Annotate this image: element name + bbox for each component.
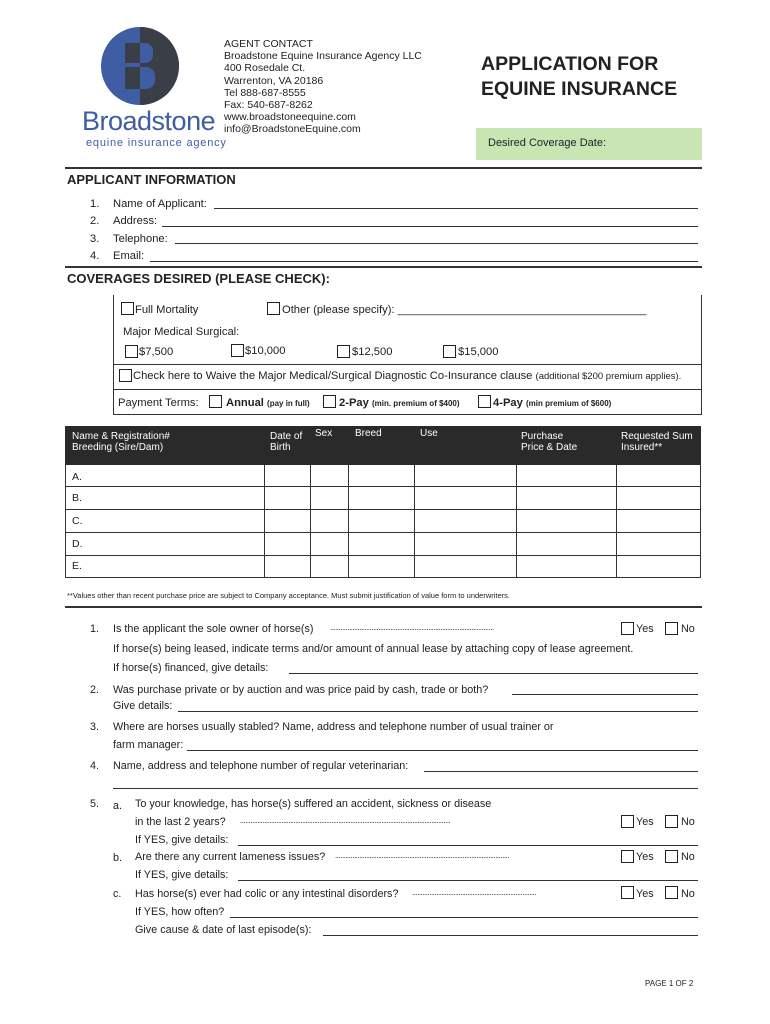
divider xyxy=(65,606,702,608)
q4-input-line2[interactable] xyxy=(113,788,698,789)
col-price-line1: Purchase xyxy=(521,431,564,442)
annual-text: Annual xyxy=(226,397,264,409)
divider xyxy=(65,266,702,268)
amount-7500-checkbox[interactable] xyxy=(125,345,138,358)
q2-details-label: Give details: xyxy=(113,700,173,712)
q3-input[interactable] xyxy=(187,750,698,751)
amount-15000-checkbox[interactable] xyxy=(443,345,456,358)
q4-input[interactable] xyxy=(424,771,698,772)
q5a-letter: a. xyxy=(113,800,123,812)
four-pay-note: (min premium of $600) xyxy=(525,399,612,408)
col-name xyxy=(72,431,170,453)
col-sum xyxy=(621,431,693,453)
amount-7500-label: $7,500 xyxy=(139,346,174,358)
waive-checkbox[interactable] xyxy=(119,369,132,382)
col-dob xyxy=(270,431,302,453)
q5c-no-label: No xyxy=(681,888,695,900)
q5c-yes-checkbox[interactable] xyxy=(621,886,634,899)
applicant-heading: APPLICANT INFORMATION xyxy=(67,172,236,187)
q5c-cause-label: Give cause & date of last episode(s): xyxy=(135,924,312,936)
q1-financed-input[interactable] xyxy=(289,673,698,674)
q5a-no-checkbox[interactable] xyxy=(665,815,678,828)
four-pay-checkbox[interactable] xyxy=(478,395,491,408)
two-pay-text: 2-Pay xyxy=(339,397,369,409)
col-price xyxy=(521,431,577,453)
other-coverage-checkbox[interactable] xyxy=(267,302,280,315)
col-price-line2: Price & Date xyxy=(521,442,578,453)
q4-text: Name, address and telephone number of regular veterinarian: xyxy=(113,760,409,772)
q1-num: 1. xyxy=(90,623,100,635)
q1-yes-label: Yes xyxy=(636,623,654,635)
q5b-no-label: No xyxy=(681,851,695,863)
q3-text: Where are horses usually stabled? Name, address and telephone number of usual trainer or xyxy=(113,721,554,733)
q5c-dots: ........................................................................ xyxy=(412,888,537,897)
applicant-num-2: 2. xyxy=(90,215,100,227)
q5a-text: To your knowledge, has horse(s) suffered an accident, sickness or disease xyxy=(135,798,492,810)
other-coverage-label: Other (please specify): ________________________________________ xyxy=(282,304,647,316)
q5b-no-checkbox[interactable] xyxy=(665,850,678,863)
q5c-cause-input[interactable] xyxy=(323,935,698,936)
two-pay-note: (min. premium of $400) xyxy=(371,399,460,408)
col-use: Use xyxy=(420,428,438,439)
logo-name: Broadstone xyxy=(82,106,216,136)
table-row-d: D. xyxy=(72,538,83,550)
coverages-frame-right xyxy=(701,295,702,415)
applicant-num-3: 3. xyxy=(90,233,100,245)
q2-num: 2. xyxy=(90,684,100,696)
applicant-telephone-input[interactable] xyxy=(175,243,698,244)
amount-10000-label: $10,000 xyxy=(245,345,286,357)
contact-web[interactable]: www.broadstoneequine.com xyxy=(224,111,356,124)
col-sum-line2: Insured** xyxy=(621,442,663,453)
table-row-e: E. xyxy=(72,560,82,572)
q5a-last-2-years: in the last 2 years? xyxy=(135,816,226,828)
q1-no-label: No xyxy=(681,623,695,635)
q5b-text: Are there any current lameness issues? xyxy=(135,851,326,863)
q5b-yes-label: Yes xyxy=(636,851,654,863)
q5a-ifyes-label: If YES, give details: xyxy=(135,834,229,846)
logo-tagline: equine insurance agency xyxy=(86,137,227,149)
divider xyxy=(113,389,701,390)
annual-label xyxy=(226,397,310,409)
four-pay-label xyxy=(493,397,611,409)
q5b-details-input[interactable] xyxy=(238,880,698,881)
q5b-letter: b. xyxy=(113,852,123,864)
amount-10000-checkbox[interactable] xyxy=(231,344,244,357)
two-pay-checkbox[interactable] xyxy=(323,395,336,408)
q2-details-input[interactable] xyxy=(178,711,698,712)
q5b-yes-checkbox[interactable] xyxy=(621,850,634,863)
applicant-name-input[interactable] xyxy=(214,208,698,209)
amount-15000-label: $15,000 xyxy=(458,346,499,358)
contact-tel: Tel 888-687-8555 xyxy=(224,86,306,99)
q5c-ifyes-label: If YES, how often? xyxy=(135,906,225,918)
waive-main-text: Check here to Waive the Major Medical/Surgical Diagnostic Co-Insurance clause xyxy=(133,370,533,382)
q2-input[interactable] xyxy=(512,694,698,695)
q4-num: 4. xyxy=(90,760,100,772)
table-footnote: **Values other than recent purchase price are subject to Company acceptance. Must submit justification of value form to underwriters. xyxy=(67,591,510,600)
waive-label xyxy=(133,370,681,382)
q1-lease-text: If horse(s) being leased, indicate terms and/or amount of annual lease by attaching copy of lease agreement. xyxy=(113,643,634,655)
coverages-frame-bottom xyxy=(113,414,701,415)
four-pay-text: 4-Pay xyxy=(493,397,523,409)
annual-checkbox[interactable] xyxy=(209,395,222,408)
q5c-letter: c. xyxy=(113,888,122,900)
two-pay-label xyxy=(339,397,460,409)
col-name-line1: Name & Registration# xyxy=(72,431,170,442)
q5a-yes-checkbox[interactable] xyxy=(621,815,634,828)
horse-table-body xyxy=(65,465,701,578)
q3-farm-manager-label: farm manager: xyxy=(113,739,184,751)
logo-mark xyxy=(101,27,179,105)
title-line-1: APPLICATION FOR xyxy=(481,53,659,75)
page-title xyxy=(481,52,677,102)
amount-12500-checkbox[interactable] xyxy=(337,345,350,358)
contact-fax: Fax: 540-687-8262 xyxy=(224,99,313,112)
q5a-no-label: No xyxy=(681,816,695,828)
col-dob-line1: Date of xyxy=(270,431,303,442)
applicant-email-label: Email: xyxy=(113,250,145,262)
col-sex: Sex xyxy=(315,428,333,439)
table-row-c: C. xyxy=(72,515,83,527)
annual-note: (pay in full) xyxy=(267,399,310,408)
col-name-line2: Breeding (Sire/Dam) xyxy=(72,442,164,453)
page-number: PAGE 1 OF 2 xyxy=(645,979,694,988)
waive-note: (additional $200 premium applies). xyxy=(535,371,682,382)
q3-num: 3. xyxy=(90,721,100,733)
contact-street: 400 Rosedale Ct. xyxy=(224,62,306,75)
q1-no-checkbox[interactable] xyxy=(665,622,678,635)
q5a-details-input[interactable] xyxy=(238,845,698,846)
q1-yes-checkbox[interactable] xyxy=(621,622,634,635)
q2-text: Was purchase private or by auction and was price paid by cash, trade or both? xyxy=(113,684,489,696)
q5c-no-checkbox[interactable] xyxy=(665,886,678,899)
agent-contact xyxy=(224,38,422,136)
q5a-dots: .......................................................................................................................... xyxy=(240,816,451,825)
divider xyxy=(113,364,701,365)
contact-heading: AGENT CONTACT xyxy=(224,38,313,50)
applicant-email-input[interactable] xyxy=(150,261,698,262)
q5b-ifyes-label: If YES, give details: xyxy=(135,869,229,881)
divider xyxy=(65,167,702,169)
applicant-address-input[interactable] xyxy=(162,226,698,227)
applicant-telephone-label: Telephone: xyxy=(113,233,168,245)
q5b-dots: ..................................................................................................... xyxy=(335,851,509,860)
q1-financed-label: If horse(s) financed, give details: xyxy=(113,662,269,674)
contact-email[interactable]: info@BroadstoneEquine.com xyxy=(224,123,361,136)
applicant-num-4: 4. xyxy=(90,250,100,262)
coverage-date-label: Desired Coverage Date: xyxy=(488,137,607,149)
table-row-a: A. xyxy=(72,471,82,483)
col-dob-line2: Birth xyxy=(270,442,291,453)
applicant-address-label: Address: xyxy=(113,215,158,227)
applicant-name-label: Name of Applicant: xyxy=(113,198,207,210)
q5a-yes-label: Yes xyxy=(636,816,654,828)
coverages-frame-left xyxy=(113,295,114,415)
applicant-num-1: 1. xyxy=(90,198,100,210)
contact-agency: Broadstone Equine Insurance Agency LLC xyxy=(224,50,422,63)
coverages-heading: COVERAGES DESIRED (PLEASE CHECK): xyxy=(67,271,330,286)
full-mortality-checkbox[interactable] xyxy=(121,302,134,315)
q5c-yes-label: Yes xyxy=(636,888,654,900)
horse-table-header xyxy=(65,426,701,465)
q1-text: Is the applicant the sole owner of horse(s) xyxy=(113,623,314,635)
full-mortality-label: Full Mortality xyxy=(135,304,199,316)
q5c-often-input[interactable] xyxy=(230,917,698,918)
major-medical-label: Major Medical Surgical: xyxy=(123,326,240,338)
payment-terms-label: Payment Terms: xyxy=(118,397,199,409)
amount-12500-label: $12,500 xyxy=(352,346,393,358)
col-breed: Breed xyxy=(355,428,382,439)
title-line-2: EQUINE INSURANCE xyxy=(481,78,678,100)
coverage-date-field[interactable] xyxy=(476,128,702,160)
col-sum-line1: Requested Sum xyxy=(621,431,693,442)
q5-num: 5. xyxy=(90,798,100,810)
q5c-text: Has horse(s) ever had colic or any intestinal disorders? xyxy=(135,888,399,900)
q1-dots: ............................................................................................... xyxy=(330,623,494,632)
table-row-b: B. xyxy=(72,492,82,504)
contact-city: Warrenton, VA 20186 xyxy=(224,74,324,87)
